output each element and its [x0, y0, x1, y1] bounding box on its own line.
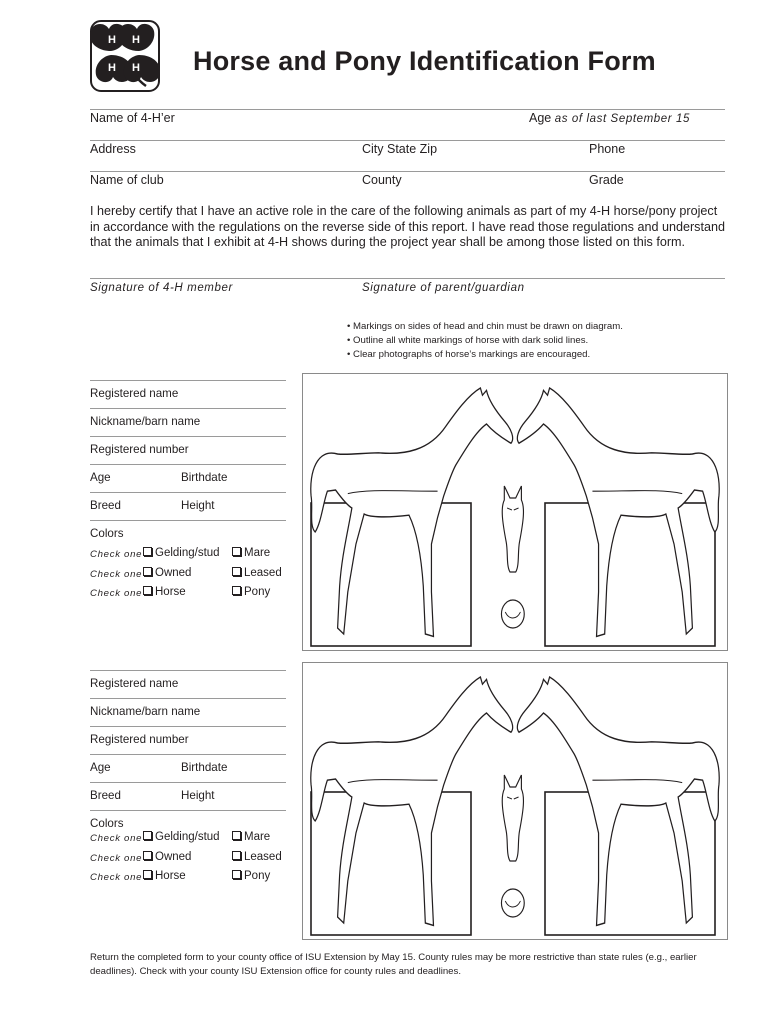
field-label: Breed: [90, 499, 121, 512]
age-label: Age as of last September 15: [529, 111, 690, 125]
svg-text:H: H: [132, 34, 140, 46]
leased-checkbox[interactable]: Leased: [232, 851, 282, 863]
club-label: Name of club: [90, 173, 164, 187]
owned-checkbox[interactable]: Owned: [143, 851, 191, 863]
county-label: County: [362, 173, 402, 187]
form-title: Horse and Pony Identification Form: [193, 46, 656, 76]
field-label: Birthdate: [181, 761, 228, 774]
field-label: Age: [90, 761, 111, 774]
note-item: • Outline all white markings of horse with dark solid lines.: [347, 335, 589, 347]
age-birthdate-field[interactable]: [90, 464, 286, 484]
field-label: Colors: [90, 527, 124, 540]
ownership-check: Check one Owned Leased: [90, 567, 282, 580]
owned-checkbox[interactable]: Owned: [143, 567, 191, 579]
mare-checkbox[interactable]: Mare: [232, 547, 270, 559]
registered-number-field[interactable]: [90, 436, 286, 456]
pony-checkbox[interactable]: Pony: [232, 586, 270, 598]
type-check: Check one Horse Pony: [90, 586, 271, 599]
registered-number-field[interactable]: [90, 726, 286, 746]
nickname-field[interactable]: [90, 698, 286, 718]
field-label: Nickname/barn name: [90, 705, 201, 718]
age-birthdate-field[interactable]: [90, 754, 286, 774]
breed-height-field[interactable]: [90, 492, 286, 512]
name-line[interactable]: [90, 109, 725, 110]
svg-text:H: H: [108, 34, 116, 46]
sex-check: Check one Gelding/stud Mare: [90, 547, 271, 560]
svg-text:H: H: [108, 62, 116, 74]
field-label: Nickname/barn name: [90, 415, 201, 428]
field-label: Height: [181, 789, 215, 802]
nickname-field[interactable]: [90, 408, 286, 428]
gelding-stud-checkbox[interactable]: Gelding/stud: [143, 547, 220, 559]
registered-name-field[interactable]: [90, 380, 286, 400]
4h-clover-logo: [90, 20, 160, 92]
signature-line[interactable]: [90, 278, 725, 279]
breed-height-field[interactable]: [90, 782, 286, 802]
club-line[interactable]: [90, 171, 725, 172]
horse-checkbox[interactable]: Horse: [143, 586, 186, 598]
parent-signature-label: Signature of parent/guardian: [362, 282, 525, 294]
pony-checkbox[interactable]: Pony: [232, 870, 270, 882]
leased-checkbox[interactable]: Leased: [232, 567, 282, 579]
phone-label: Phone: [589, 142, 626, 156]
registered-name-field[interactable]: [90, 670, 286, 690]
field-label: Registered name: [90, 387, 179, 400]
colors-field[interactable]: [90, 520, 286, 540]
field-label: Birthdate: [181, 471, 228, 484]
ownership-check: Check one Owned Leased: [90, 851, 282, 864]
city-state-zip-label: City State Zip: [362, 142, 438, 156]
address-label: Address: [90, 142, 136, 156]
horse-diagram-2[interactable]: [302, 662, 728, 940]
gelding-stud-checkbox[interactable]: Gelding/stud: [143, 831, 220, 843]
colors-field[interactable]: [90, 810, 286, 830]
horse-checkbox[interactable]: Horse: [143, 870, 186, 882]
note-item: • Markings on sides of head and chin must be drawn on diagram.: [347, 321, 623, 332]
mare-checkbox[interactable]: Mare: [232, 831, 270, 843]
type-check: Check one Horse Pony: [90, 870, 271, 883]
svg-text:H: H: [132, 62, 140, 74]
field-label: Age: [90, 471, 111, 484]
field-label: Registered number: [90, 443, 189, 456]
field-label: Colors: [90, 817, 124, 830]
name-label: Name of 4-H’er: [90, 111, 175, 125]
grade-label: Grade: [589, 173, 624, 187]
footer-instructions: Return the completed form to your county office of ISU Extension by May 15. County rules may be more restrictive than state rules (e.g., earlier deadlines). Check with your county ISU Extension office for county rules and deadlines.: [90, 952, 697, 978]
note-item: • Clear photographs of horse’s markings are encouraged.: [347, 349, 591, 361]
horse-diagram-1[interactable]: [302, 373, 728, 651]
member-signature-label: Signature of 4-H member: [90, 282, 233, 294]
field-label: Breed: [90, 789, 121, 802]
field-label: Registered name: [90, 677, 179, 690]
instruction-notes: [347, 320, 623, 363]
certification-text: I hereby certify that I have an active role in the care of the following animals as part of my 4-H horse/pony project in accordance with the regulations on the reverse side of this report. I have read those regulations and understand that the animals that I exhibit at 4-H shows during the project year shall be among those listed on this form.: [90, 204, 725, 249]
field-label: Height: [181, 499, 215, 512]
field-label: Registered number: [90, 733, 189, 746]
sex-check: Check one Gelding/stud Mare: [90, 831, 271, 844]
address-line[interactable]: [90, 140, 725, 141]
